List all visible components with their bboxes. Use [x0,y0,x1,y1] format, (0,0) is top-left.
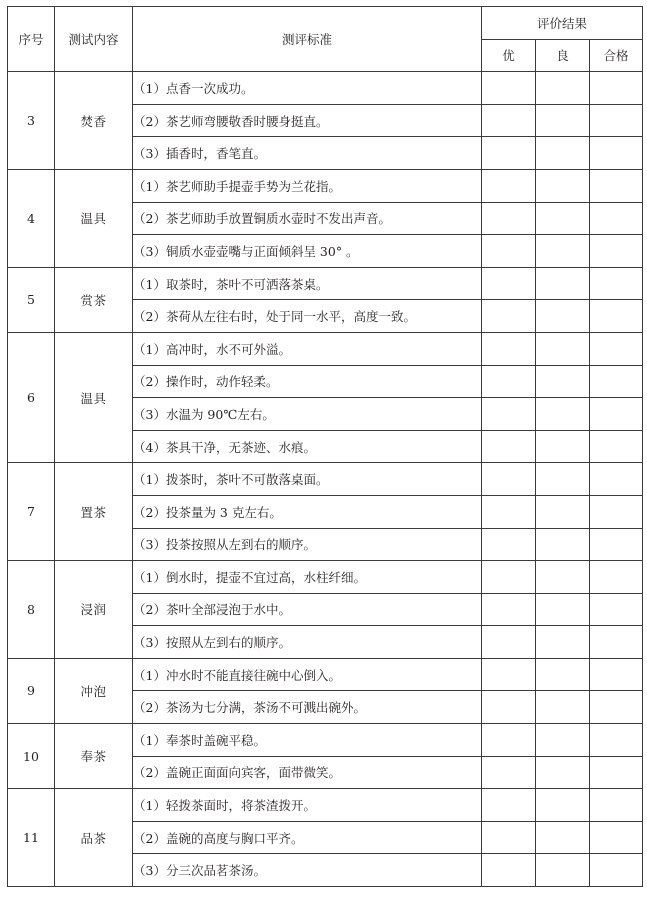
grade-cell-excellent[interactable] [482,593,536,626]
grade-cell-excellent[interactable] [482,724,536,757]
item-index: 5 [8,267,55,332]
grade-cell-excellent[interactable] [482,854,536,887]
grade-cell-excellent[interactable] [482,267,536,300]
grade-cell-good[interactable] [536,626,590,659]
grade-cell-good[interactable] [536,854,590,887]
grade-cell-good[interactable] [536,495,590,528]
grade-cell-excellent[interactable] [482,561,536,594]
grade-cell-good[interactable] [536,561,590,594]
criterion-text: （1）倒水时，提壶不宜过高，水柱纤细。 [133,561,482,594]
grade-cell-pass[interactable] [590,756,643,789]
header-grade-excellent: 优 [482,39,536,72]
header-grade-good: 良 [536,39,590,72]
grade-cell-excellent[interactable] [482,821,536,854]
item-index: 7 [8,463,55,561]
criterion-text: （1）高冲时，水不可外溢。 [133,332,482,365]
grade-cell-good[interactable] [536,398,590,431]
table-row [8,463,643,496]
grade-cell-pass[interactable] [590,561,643,594]
grade-cell-excellent[interactable] [482,365,536,398]
item-index: 9 [8,658,55,723]
criterion-text: （1）奉茶时盖碗平稳。 [133,724,482,757]
grade-cell-pass[interactable] [590,658,643,691]
grade-cell-excellent[interactable] [482,398,536,431]
criterion-text: （1）取茶时，茶叶不可洒落茶桌。 [133,267,482,300]
criterion-text: （3）按照从左到右的顺序。 [133,626,482,659]
grade-cell-pass[interactable] [590,593,643,626]
grade-cell-pass[interactable] [590,430,643,463]
grade-cell-pass[interactable] [590,332,643,365]
grade-cell-excellent[interactable] [482,300,536,333]
criterion-text: （2）茶叶全部浸泡于水中。 [133,593,482,626]
grade-cell-pass[interactable] [590,365,643,398]
grade-cell-good[interactable] [536,72,590,105]
table-row [8,789,643,822]
table-body [8,72,643,887]
table-row [8,72,643,105]
header-result: 评价结果 [482,7,643,40]
evaluation-table-container [7,6,643,887]
grade-cell-pass[interactable] [590,235,643,268]
grade-cell-good[interactable] [536,104,590,137]
table-row [8,267,643,300]
criterion-text: （2）盖碗正面面向宾客，面带微笑。 [133,756,482,789]
grade-cell-good[interactable] [536,169,590,202]
grade-cell-good[interactable] [536,756,590,789]
grade-cell-excellent[interactable] [482,495,536,528]
criterion-text: （3）水温为 90℃左右。 [133,398,482,431]
header-index: 序号 [8,7,55,72]
grade-cell-pass[interactable] [590,528,643,561]
criterion-text: （1）轻拨茶面时，将茶渣拨开。 [133,789,482,822]
grade-cell-good[interactable] [536,658,590,691]
item-index: 10 [8,724,55,789]
item-topic: 奉茶 [55,724,133,789]
evaluation-table [7,6,643,887]
header-criteria: 测评标准 [133,7,482,72]
grade-cell-excellent[interactable] [482,691,536,724]
grade-cell-excellent[interactable] [482,430,536,463]
criterion-text: （2）茶艺师助手放置铜质水壶时不发出声音。 [133,202,482,235]
table-row [8,724,643,757]
item-index: 8 [8,561,55,659]
item-topic: 温具 [55,169,133,267]
grade-cell-excellent[interactable] [482,463,536,496]
grade-cell-excellent[interactable] [482,137,536,170]
grade-cell-good[interactable] [536,202,590,235]
criterion-text: （2）茶汤为七分满，茶汤不可溅出碗外。 [133,691,482,724]
item-topic: 置茶 [55,463,133,561]
grade-cell-pass[interactable] [590,72,643,105]
grade-cell-good[interactable] [536,235,590,268]
item-topic: 冲泡 [55,658,133,723]
item-topic: 浸润 [55,561,133,659]
grade-cell-pass[interactable] [590,463,643,496]
grade-cell-pass[interactable] [590,821,643,854]
grade-cell-pass[interactable] [590,202,643,235]
criterion-text: （4）茶具干净，无茶迹、水痕。 [133,430,482,463]
grade-cell-excellent[interactable] [482,202,536,235]
grade-cell-pass[interactable] [590,300,643,333]
criterion-text: （2）盖碗的高度与胸口平齐。 [133,821,482,854]
criterion-text: （2）茶艺师弯腰敬香时腰身挺直。 [133,104,482,137]
criterion-text: （2）操作时，动作轻柔。 [133,365,482,398]
item-topic: 品茶 [55,789,133,887]
grade-cell-good[interactable] [536,724,590,757]
grade-cell-good[interactable] [536,137,590,170]
table-row [8,332,643,365]
grade-cell-pass[interactable] [590,267,643,300]
grade-cell-excellent[interactable] [482,332,536,365]
table-row [8,169,643,202]
grade-cell-good[interactable] [536,300,590,333]
criterion-text: （1）茶艺师助手提壶手势为兰花指。 [133,169,482,202]
grade-cell-pass[interactable] [590,169,643,202]
criterion-text: （3）铜质水壶壶嘴与正面倾斜呈 30° 。 [133,235,482,268]
criterion-text: （3）分三次品茗茶汤。 [133,854,482,887]
header-grade-pass: 合格 [590,39,643,72]
item-index: 3 [8,72,55,170]
grade-cell-excellent[interactable] [482,658,536,691]
item-index: 11 [8,789,55,887]
grade-cell-pass[interactable] [590,789,643,822]
grade-cell-good[interactable] [536,789,590,822]
criterion-text: （1）拨茶时，茶叶不可散落桌面。 [133,463,482,496]
grade-cell-pass[interactable] [590,495,643,528]
grade-cell-good[interactable] [536,430,590,463]
criterion-text: （3）投茶按照从左到右的顺序。 [133,528,482,561]
item-topic: 赏茶 [55,267,133,332]
grade-cell-pass[interactable] [590,724,643,757]
grade-cell-pass[interactable] [590,137,643,170]
grade-cell-excellent[interactable] [482,169,536,202]
grade-cell-excellent[interactable] [482,528,536,561]
item-index: 6 [8,332,55,462]
grade-cell-good[interactable] [536,691,590,724]
criterion-text: （1）冲水时不能直接往碗中心倒入。 [133,658,482,691]
criterion-text: （3）插香时，香笔直。 [133,137,482,170]
grade-cell-excellent[interactable] [482,235,536,268]
table-row [8,561,643,594]
grade-cell-good[interactable] [536,365,590,398]
grade-cell-pass[interactable] [590,104,643,137]
grade-cell-pass[interactable] [590,626,643,659]
grade-cell-excellent[interactable] [482,756,536,789]
grade-cell-good[interactable] [536,593,590,626]
grade-cell-good[interactable] [536,267,590,300]
grade-cell-good[interactable] [536,332,590,365]
criterion-text: （2）投茶量为 3 克左右。 [133,495,482,528]
item-topic: 温具 [55,332,133,462]
grade-cell-good[interactable] [536,528,590,561]
grade-cell-good[interactable] [536,463,590,496]
grade-cell-pass[interactable] [590,398,643,431]
item-topic: 焚香 [55,72,133,170]
grade-cell-good[interactable] [536,821,590,854]
header-content: 测试内容 [55,7,133,72]
criterion-text: （2）茶荷从左往右时，处于同一水平，高度一致。 [133,300,482,333]
grade-cell-excellent[interactable] [482,104,536,137]
grade-cell-pass[interactable] [590,691,643,724]
grade-cell-excellent[interactable] [482,626,536,659]
grade-cell-excellent[interactable] [482,789,536,822]
grade-cell-excellent[interactable] [482,72,536,105]
table-row [8,658,643,691]
table-header [8,7,643,72]
item-index: 4 [8,169,55,267]
criterion-text: （1）点香一次成功。 [133,72,482,105]
grade-cell-pass[interactable] [590,854,643,887]
